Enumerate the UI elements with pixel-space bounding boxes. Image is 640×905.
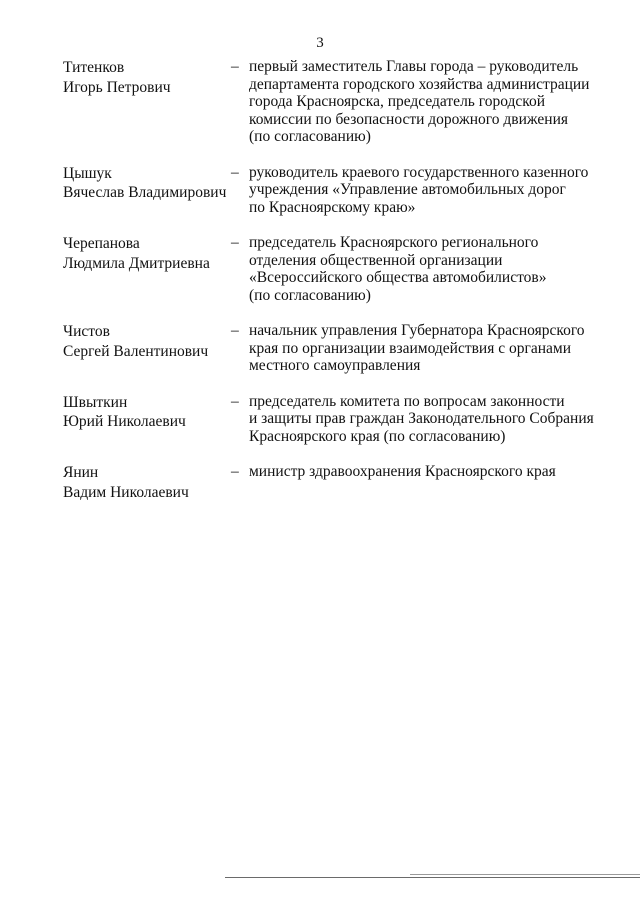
- member-given-name: Юрий Николаевич: [63, 413, 186, 430]
- role-line: комиссии по безопасности дорожного движения: [249, 110, 568, 128]
- role-line: начальник управления Губернатора Красноярского: [249, 322, 585, 339]
- member-given-name: Вячеслав Владимирович: [63, 184, 227, 201]
- role-line: местного самоуправления: [249, 357, 421, 374]
- member-role: [249, 393, 603, 446]
- member-name: [63, 393, 231, 446]
- role-line: и защиты прав граждан Законодательного Собрания: [249, 410, 594, 427]
- member-given-name: Сергей Валентинович: [63, 342, 209, 360]
- role-line: председатель Красноярского регионального: [249, 234, 539, 251]
- member-name: [63, 58, 231, 146]
- member-surname: Титенков: [63, 59, 125, 76]
- list-item: [63, 164, 603, 217]
- role-line: (по согласованию): [249, 286, 371, 304]
- member-role: [249, 58, 603, 146]
- role-line: «Всероссийского общества автомобилистов»: [249, 269, 547, 286]
- role-line: Красноярского края (по согласованию): [249, 427, 506, 445]
- member-surname: Чистов: [63, 323, 110, 340]
- role-line: департамента городского хозяйства администрации: [249, 75, 590, 93]
- list-item: [63, 58, 603, 146]
- member-role: [249, 234, 603, 304]
- role-line: министр здравоохранения Красноярского края: [249, 463, 556, 480]
- member-role: [249, 322, 603, 375]
- member-list: [63, 58, 603, 520]
- role-line: края по организации взаимодействия с органами: [249, 339, 572, 357]
- member-surname: Черепанова: [63, 235, 140, 252]
- list-item: [63, 463, 603, 502]
- role-line: руководитель краевого государственного казенного: [249, 163, 589, 181]
- list-item: [63, 234, 603, 304]
- page-number: 3: [316, 35, 324, 51]
- role-line: учреждения «Управление автомобильных дорог: [249, 181, 566, 198]
- dash-separator: –: [231, 163, 239, 181]
- dash-separator: –: [231, 234, 239, 251]
- dash-separator: –: [231, 392, 239, 410]
- list-item: [63, 322, 603, 375]
- member-given-name: Людмила Дмитриевна: [63, 254, 210, 272]
- member-surname: Янин: [63, 464, 99, 481]
- member-name: [63, 463, 231, 502]
- member-surname: Швыткин: [63, 393, 128, 411]
- role-line: по Красноярскому краю»: [249, 198, 416, 216]
- dash-separator: –: [231, 463, 239, 480]
- member-role: [249, 164, 603, 217]
- list-item: [63, 393, 603, 446]
- footer-rule: [225, 877, 640, 878]
- member-surname: Цышук: [63, 164, 112, 182]
- member-name: [63, 322, 231, 375]
- dash-separator: –: [231, 322, 239, 339]
- role-line: отделения общественной организации: [249, 251, 503, 269]
- role-line: (по согласованию): [249, 128, 371, 145]
- role-line: города Красноярска, председатель городской: [249, 93, 546, 110]
- member-name: [63, 164, 231, 217]
- member-given-name: Вадим Николаевич: [63, 483, 189, 501]
- member-role: [249, 463, 603, 502]
- scan-edge-line: [410, 874, 640, 875]
- dash-separator: –: [231, 58, 239, 75]
- member-given-name: Игорь Петрович: [63, 78, 171, 96]
- member-name: [63, 234, 231, 304]
- role-line: первый заместитель Главы города – руководитель: [249, 58, 579, 75]
- role-line: председатель комитета по вопросам законности: [249, 392, 565, 410]
